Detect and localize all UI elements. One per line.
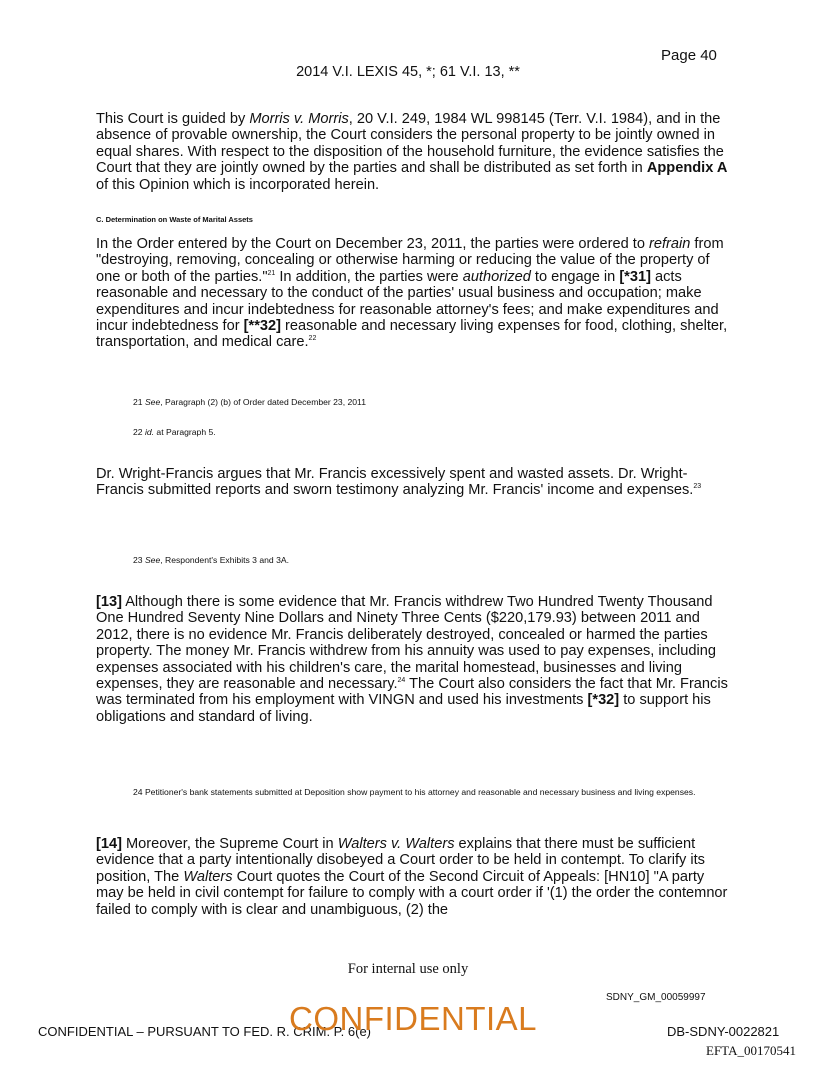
section-heading: C. Determination on Waste of Marital Assets	[96, 215, 253, 224]
bates-number-sdny-gm: SDNY_GM_00059997	[606, 992, 706, 1003]
star-page-marker: [*32]	[587, 692, 620, 709]
internal-use-notice: For internal use only	[347, 961, 469, 977]
paragraph-personal-property: This Court is guided by Morris v. Morris, 20 V.I. 249, 1984 WL 998145 (Terr. V.I. 1984), and in the absence of provable ownership, the Court considers the personal property to be jointly owned in equal shares. With respect to the disposition of the household furniture, the evidence satisfies the Court that they are jointly owned by the parties and shall be distributed as set forth in Appendix A of this Opinion which is incorporated herein.	[96, 111, 728, 193]
case-citation: Walters v. Walters	[337, 836, 455, 852]
bates-number-db-sdny: DB-SDNY-0022821	[667, 1024, 780, 1039]
footnote-ref: 22	[308, 335, 317, 343]
running-head: 2014 V.I. LEXIS 45, *; 61 V.I. 13, **	[296, 64, 520, 80]
footnote-24: 24 Petitioner's bank statements submitted at Deposition show payment to his attorney and reasonable and necessary business and living expenses.	[133, 787, 696, 797]
case-citation: Morris v. Morris	[249, 111, 349, 127]
headnote-marker: [14]	[96, 836, 122, 852]
page-number: Page 40	[661, 47, 717, 64]
confidential-stamp: CONFIDENTIAL	[289, 1000, 538, 1037]
footnote-22: 22 id. at Paragraph 5.	[133, 427, 216, 437]
paragraph-waste-argument: Dr. Wright-Francis argues that Mr. Francis excessively spent and wasted assets. Dr. Wright-Francis submitted reports and sworn testimony analyzing Mr. Francis' income and expenses.$^{23}$	[96, 466, 702, 499]
star-page-marker: [*31]	[619, 268, 651, 285]
footnote-ref: 24	[397, 677, 406, 685]
confidential-notice: CONFIDENTIAL – PURSUANT TO FED. R. CRIM. P. 6(e)	[38, 1024, 372, 1039]
footnote-23: 23 See, Respondent's Exhibits 3 and 3A.	[133, 555, 289, 565]
star-page-marker: [**32]	[243, 318, 281, 335]
paragraph-order: In the Order entered by the Court on December 23, 2011, the parties were ordered to refrain from "destroying, removing, concealing or otherwise harming or reducing the value of the property of one or both of the parties."$^{21}$ In addition, the parties were authorized to engage in [*31] acts reasonable and necessary to the conduct of the parties' usual business and occupation; make expenditures and incur indebtedness for reasonable attorney's fees; and make expenditures and incur indebtedness for [**32] reasonable and necessary living expenses for food, clothing, shelter, transportation, and medical care.$^{22}$	[96, 236, 728, 351]
paragraph-13: [13] Although there is some evidence that Mr. Francis withdrew Two Hundred Twenty Thousand One Hundred Seventy Nine Dollars and Ninety Three Cents ($220,179.93) between 2011 and 2012, there is no evidence Mr. Francis deliberately destroyed, concealed or harmed the parties property. The money Mr. Francis withdrew from his annuity was used to pay expenses, including expenses associated with his children's care, the marital homestead, businesses and living expenses, they are reasonable and necessary.$^{24}$ The Court also considers the fact that Mr. Francis was terminated from his employment with VINGN and used his investments [*32] to support his obligations and standard of living.	[96, 594, 728, 725]
footnote-ref: 21	[267, 269, 276, 277]
footnote-21: 21 See, Paragraph (2) (b) of Order dated December 23, 2011	[133, 397, 366, 407]
bates-number-efta: EFTA_00170541	[706, 1043, 796, 1058]
appendix-reference: Appendix A	[646, 160, 728, 177]
headnote-marker: [13]	[96, 594, 122, 610]
paragraph-14: [14] Moreover, the Supreme Court in Walters v. Walters explains that there must be sufficient evidence that a party intentionally disobeyed a Court order to be held in contempt. To clarify its position, The Walters Court quotes the Court of the Second Circuit of Appeals: [HN10] "A party may be held in civil contempt for failure to comply with a court order if '(1) the order the contemnor failed to comply with is clear and unambiguous, (2) the	[96, 836, 728, 918]
footnote-ref: 23	[693, 483, 702, 491]
